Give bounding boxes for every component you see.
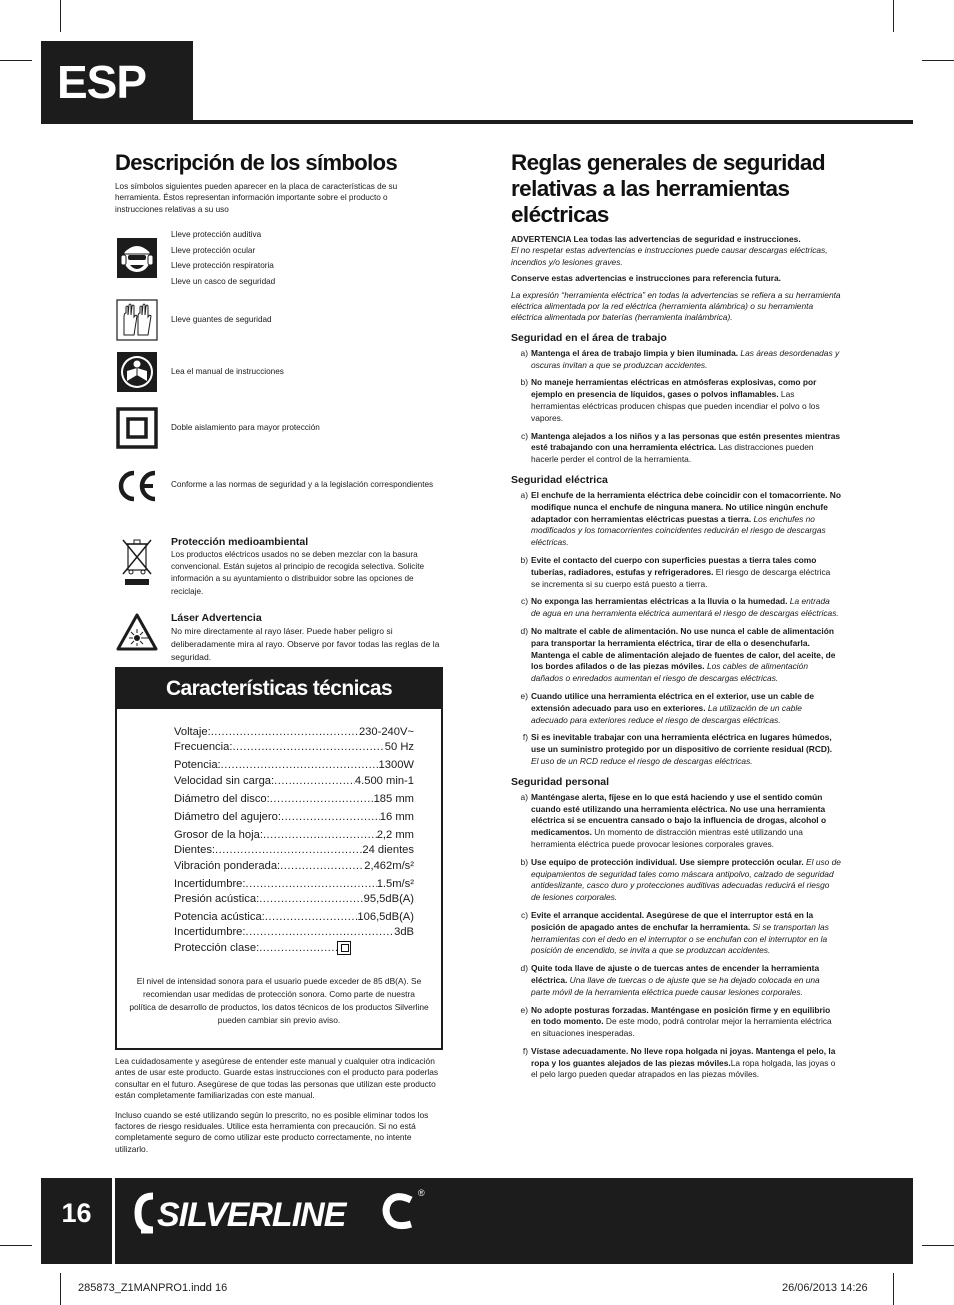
spec-row — [174, 925, 414, 940]
spec-label: Frecuencia: — [174, 741, 233, 754]
spec-label: Voltaje: — [174, 726, 211, 738]
rule-item — [511, 1005, 841, 1040]
ce-text: Conforme a las normas de seguridad y a la legislación correspondientes — [171, 480, 434, 490]
laser-text: No mire directamente al rayo láser. Puede haber peligro si deliberadamente mira al rayo. Observe por favor todas las reglas de la seguridad. — [171, 626, 440, 663]
laser-title: Láser Advertencia — [171, 612, 262, 625]
work-area-heading: Seguridad en el área de trabajo — [511, 331, 667, 344]
rule-letter: e) — [520, 1004, 528, 1015]
spec-label: Velocidad sin carga: — [174, 774, 275, 787]
safety-rules-section — [511, 150, 841, 1081]
rule-letter: a) — [520, 347, 528, 358]
rule-item — [511, 596, 841, 620]
rule-text: Si es inevitable trabajar con una herramienta eléctrica en lugares húmedos, use un suministro protegido por un dispositivo de corriente residual (RCD). El uso de un RCD reduce el riesgo de descargas eléctricas. — [531, 732, 833, 766]
symbols-intro: Los símbolos siguientes pueden aparecer en la placa de características de su herramienta. Éstos representan información importante sobre el producto o instrucciones relativas a su uso — [115, 182, 398, 214]
personal-list — [511, 792, 841, 1082]
spec-row — [174, 843, 414, 858]
intro-paragraph: Incluso cuando se esté utilizando según lo prescrito, no es posible eliminar todos los factores de riesgo residuales. Utilice esta herramienta con precaución. Si no está completamente seguro de como utilizar este producto correctamente, no intente utilizarlo. — [115, 1109, 429, 1154]
crop-mark — [60, 1273, 61, 1305]
crop-mark — [922, 60, 954, 61]
rule-item — [511, 732, 841, 767]
rule-letter: b) — [520, 377, 528, 388]
spec-row — [174, 910, 414, 925]
warning-heading: ADVERTENCIA Lea todas las advertencias de seguridad e instrucciones. — [511, 234, 801, 244]
warning-text: El no respetar estas advertencias e instrucciones puede causar descargas eléctricas, incendios y/o lesiones graves. — [511, 245, 828, 267]
keep-instructions: Conserve estas advertencias e instrucciones para referencia futura. — [511, 273, 781, 284]
spec-row — [174, 892, 414, 907]
rule-item — [511, 857, 841, 904]
file-slug: 285873_Z1MANPRO1.indd 16 — [78, 1282, 228, 1294]
spec-value: 1.5m/s² — [376, 877, 414, 890]
spec-label: Potencia acústica: — [174, 911, 265, 924]
laser-warning-icon — [115, 612, 159, 672]
spec-row — [174, 740, 414, 755]
spec-row — [174, 774, 414, 789]
spec-row — [174, 725, 414, 740]
spec-value: 106,5dB(A) — [357, 911, 414, 924]
symbols-title: Descripción de los símbolos — [115, 150, 398, 175]
environment-title: Protección medioambiental — [171, 535, 309, 548]
rule-text: No maneje herramientas eléctricas en atmósferas explosivas, como por ejemplo en presencia de líquidos, gases o polvos inflamables. Las herramientas eléctricas producen chispas que pueden incendiar el polvo o los vapores. — [531, 377, 820, 423]
spec-label: Incertidumbre: — [174, 926, 246, 939]
crop-mark — [893, 0, 894, 32]
silverline-logo — [133, 1188, 423, 1243]
double-insulation-symbol-row — [115, 406, 445, 450]
rule-letter: f) — [522, 1045, 528, 1056]
rule-letter: d) — [520, 963, 528, 974]
spec-value: 2,462m/s² — [364, 859, 414, 872]
ppe-line: Lleve protección ocular — [171, 245, 256, 255]
double-insulation-text: Doble aislamiento para mayor protección — [171, 422, 320, 432]
safety-rules-title: Reglas generales de seguridad relativas a las herramientas eléctricas — [511, 150, 825, 227]
spec-label: Grosor de la hoja: — [174, 829, 263, 842]
ppe-line: Lleve un casco de seguridad — [171, 277, 276, 286]
definition-text: La expresión “herramienta eléctrica” en todas la advertencias se refiera a su herramienta eléctrica alimentada por la red eléctrica (herramienta alámbrica) o su herramienta eléctrica alimentada por baterías (herramienta inalámbrica). — [511, 289, 841, 323]
rule-letter: e) — [520, 690, 528, 701]
gloves-icon — [115, 298, 159, 342]
spec-row — [174, 877, 414, 892]
crop-mark — [922, 1245, 954, 1246]
rule-text: No adopte posturas forzadas. Manténgase en posición firme y en equilibrio en todo momento. De este modo, podrá controlar mejor la herramienta eléctrica en situaciones inesperadas. — [531, 1004, 832, 1039]
rule-text: Cuando utilice una herramienta eléctrica en el exterior, use un cable de extensión adecuado para uso en exteriores. La utilización de un cable adecuado para exteriores reduce el riesgo de descargas eléctricas. — [531, 690, 814, 725]
crop-mark — [0, 60, 32, 61]
gloves-symbol-row — [115, 298, 445, 342]
spec-row — [174, 758, 414, 773]
spec-value: 185 mm — [373, 792, 414, 805]
ppe-symbol-row — [115, 227, 445, 289]
date-slug: 26/06/2013 14:26 — [782, 1282, 868, 1294]
spec-row — [174, 941, 414, 957]
electrical-list — [511, 490, 841, 768]
rule-item — [511, 626, 841, 685]
spec-label: Presión acústica: — [174, 893, 260, 906]
spec-value: 16 mm — [379, 811, 414, 824]
spec-row — [174, 859, 414, 874]
rule-item — [511, 377, 841, 424]
rule-text: No exponga las herramientas eléctricas a la lluvia o la humedad. La entrada de agua en una herramienta eléctrica aumentará el riesgo de descargas eléctricas. — [531, 596, 839, 619]
spec-label: Diámetro del agujero: — [174, 811, 281, 824]
spec-label: Dientes: — [174, 844, 216, 857]
rule-item — [511, 691, 841, 726]
tech-specs-title: Características técnicas — [117, 669, 441, 709]
page-number: 16 — [41, 1178, 115, 1264]
brand-text: SILVERLINE — [157, 1196, 346, 1234]
crop-mark — [0, 1245, 32, 1246]
crop-mark — [60, 0, 61, 32]
spec-value: 2,2 mm — [376, 829, 414, 842]
intro-paragraph: Lea cuidadosamente y asegúrese de entender este manual y cualquier otra indicación antes de usar este producto. Guarde estas instrucciones con el producto para poderlas consultar en el futuro. Asegúrese de que todas las personas que utilizan este producto están completamente familiarizadas con este manual. — [115, 1056, 439, 1101]
personal-heading: Seguridad personal — [511, 775, 610, 788]
rule-item — [511, 963, 841, 998]
rule-text: No maltrate el cable de alimentación. No use nunca el cable de alimentación para transportar la herramienta eléctrica, tirar de ella o desenchufarla. Mantenga el cable de alimentación alejado de fuentes de calor, del aceite, de los bordes afilados o de las piezas móviles. Los cables de alimentación dañados o enredados aumentan el riesgo de descargas eléctricas. — [531, 625, 836, 684]
manual-text: Lea el manual de instrucciones — [171, 366, 284, 376]
crop-mark — [893, 1273, 894, 1305]
rule-text: Mantenga alejados a los niños y a las personas que estén presentes mientras esté trabajando con una herramienta eléctrica. Las distracciones pueden hacerle perder el control de la herramienta. — [531, 430, 841, 465]
spec-label: Potencia: — [174, 759, 221, 772]
read-manual-icon — [115, 350, 159, 394]
rule-text: Evite el contacto del cuerpo con superficies puestas a tierra tales como tuberías, radiadores, estufas y refrigeradores. El riesgo de descarga eléctrica se incrementa si su cuerpo está puesto a tierra. — [531, 555, 831, 589]
spec-list — [174, 725, 414, 957]
ce-symbol-row — [115, 464, 445, 508]
rule-item — [511, 1046, 841, 1081]
spec-row — [174, 828, 414, 843]
rule-letter: b) — [520, 856, 528, 867]
rule-letter: a) — [520, 490, 528, 501]
spec-value: 230-240V~ — [358, 726, 414, 738]
spec-label: Vibración ponderada: — [174, 859, 281, 872]
rule-item — [511, 431, 841, 466]
rule-item — [511, 555, 841, 590]
ppe-line: Lleve protección auditiva — [171, 230, 262, 240]
work-area-list — [511, 348, 841, 466]
spec-row — [174, 810, 414, 825]
laser-block — [115, 612, 445, 672]
rule-text: Manténgase alerta, fíjese en lo que está haciendo y use el sentido común cuando esté utilizando una herramienta eléctrica. No use una herramienta eléctrica si se encuentra cansado o bajo la influencia de drogas, alcohol o medicamentos. Un momento de distracción mientras esté utilizando una herramienta eléctrica puede provocar lesiones corporales graves. — [531, 791, 827, 849]
spec-label: Diámetro del disco: — [174, 792, 270, 805]
spec-value: 50 Hz — [384, 741, 414, 754]
spec-value: 24 dientes — [362, 844, 414, 857]
double-insulation-icon — [115, 406, 159, 450]
rule-letter: a) — [520, 791, 528, 802]
symbols-section — [115, 150, 445, 672]
environment-text: Los productos eléctricos usados no se deben mezclar con la basura convencional. Están sujetos al principio de recogida selectiva. Solicite información a su ayuntamiento o distribuidor sobre las opciones de reciclaje. — [171, 549, 425, 596]
spec-label: Incertidumbre: — [174, 877, 246, 890]
rule-text: El enchufe de la herramienta eléctrica debe coincidir con el tomacorriente. No modifique nunca el enchufe de ninguna manera. No utilice ningún enchufe adaptador con herramientas eléctricas puestas a tierra. Los enchufes no modificados y los tomacorrientes coincidentes reducirán el riesgo de descargas eléctricas. — [531, 490, 841, 548]
manual-symbol-row — [115, 350, 445, 394]
spec-row — [174, 792, 414, 807]
rule-item — [511, 910, 841, 957]
tech-note: El nivel de intensidad sonora para el usuario puede exceder de 85 dB(A). Se recomiendan usar medidas de protección sonora. Como parte de nuestra política de desarrollo de productos, los datos técnicos de los productos Silverline pueden cambiar sin previo aviso. — [129, 975, 429, 1025]
rule-text: Use equipo de protección individual. Use siempre protección ocular. El uso de equipamientos de seguridad tales como máscara antipolvo, calzado de seguridad antideslizante, casco duro y protecciones auditivas adecuadas reducirá el riesgo de lesiones corporales. — [531, 856, 841, 903]
ppe-head-icon — [115, 236, 159, 280]
header-rule — [41, 120, 913, 124]
environment-block — [115, 536, 445, 599]
rule-text: Vístase adecuadamente. No lleve ropa holgada ni joyas. Mantenga el pelo, la ropa y los guantes alejados de las piezas móviles.La ropa holgada, las joyas o el pelo largo pueden quedar atrapados en las piezas móviles. — [531, 1045, 836, 1080]
language-tab: ESP — [41, 41, 193, 123]
registered-mark: ® — [418, 1188, 425, 1198]
rule-item — [511, 490, 841, 549]
spec-value: 95,5dB(A) — [363, 893, 414, 906]
rule-text: Quite toda llave de ajuste o de tuercas antes de encender la herramienta eléctrica. Una llave de tuercas o de ajuste que se ha dejado colocada en una parte móvil de la herramienta eléctrica puede causar lesiones corporales. — [531, 963, 820, 997]
rule-text: Evite el arranque accidental. Asegúrese de que el interruptor está en la posición de apagado antes de enchufar la herramienta. Si se transportan las herramientas con el dedo en el interruptor o se enchufan con el interruptor en la posición de encendido, se invita a que se produzcan accidentes. — [531, 909, 829, 956]
rule-letter: d) — [520, 625, 528, 636]
rule-text: Mantenga el área de trabajo limpia y bien iluminada. Las áreas desordenadas y oscuras invitan a que se produzcan accidentes. — [531, 347, 840, 370]
wheelie-bin-crossed-icon — [115, 536, 159, 596]
ppe-line: Lleve protección respiratoria — [171, 261, 274, 271]
intro-paragraphs — [115, 1056, 440, 1155]
spec-value: 3dB — [394, 926, 414, 939]
rule-item — [511, 792, 841, 851]
rule-letter: c) — [521, 909, 528, 920]
spec-value: 1300W — [378, 759, 414, 772]
gloves-text: Lleve guantes de seguridad — [171, 314, 272, 324]
tech-specs-box — [115, 667, 443, 1050]
protection-class-icon — [337, 941, 351, 957]
electrical-heading: Seguridad eléctrica — [511, 474, 608, 487]
rule-letter: f) — [522, 732, 528, 743]
spec-label: Protección clase: — [174, 941, 260, 954]
spec-value: 4.500 min-1 — [354, 774, 414, 787]
ce-mark-icon — [115, 464, 159, 508]
rule-item — [511, 348, 841, 372]
rule-letter: c) — [521, 430, 528, 441]
rule-letter: c) — [521, 596, 528, 607]
rule-letter: b) — [520, 555, 528, 565]
